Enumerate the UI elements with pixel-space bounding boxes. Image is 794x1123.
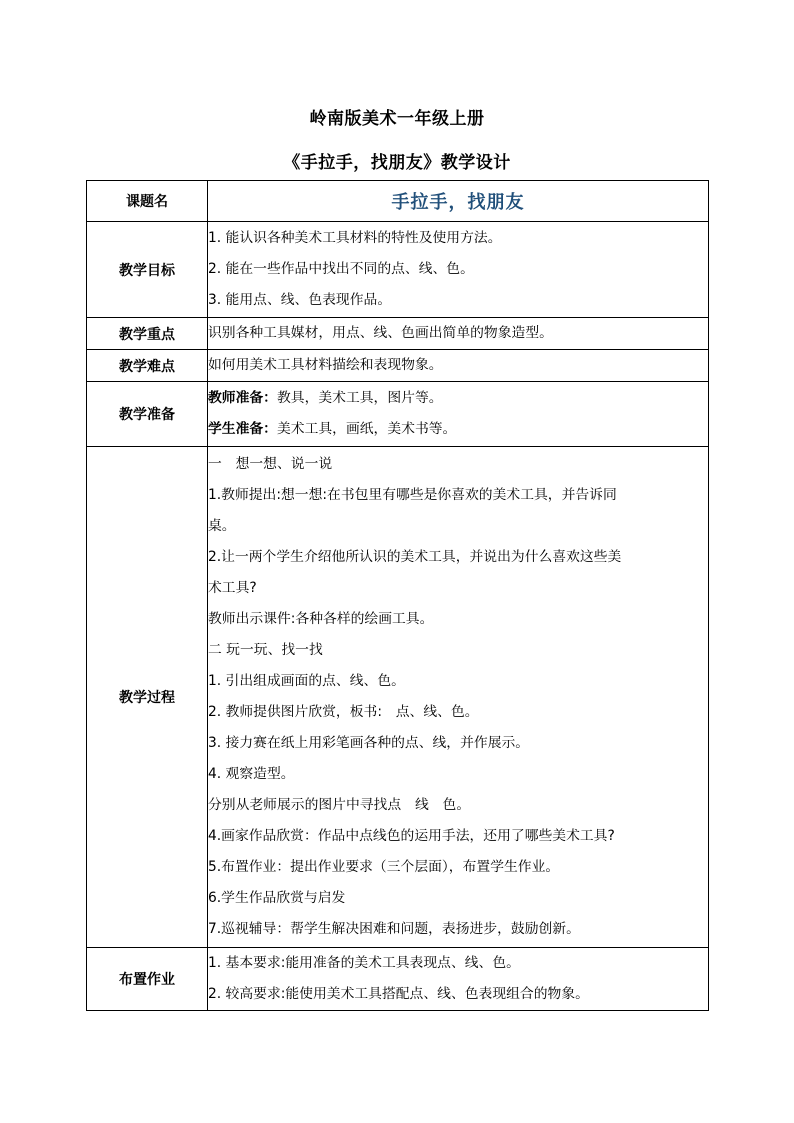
process-line: 5.布置作业：提出作业要求（三个层面），布置学生作业。 [208, 859, 560, 875]
process-line: 2. 教师提供图片欣赏，板书: 点、线、色。 [208, 704, 479, 720]
table-row-homework [87, 948, 709, 1011]
process-line: 4. 观察造型。 [208, 766, 295, 782]
goals-cell [208, 222, 709, 318]
student-preparation [208, 414, 708, 445]
process-line: 1.教师提出:想一想:在书包里有哪些是你喜欢的美术工具，并告诉同 [208, 487, 617, 503]
goals-label: 教学目标 [87, 222, 208, 318]
difficulties-value: 如何用美术工具材料描绘和表现物象。 [208, 357, 443, 373]
process-line: 桌。 [208, 518, 236, 534]
teacher-preparation-prefix: 教师准备： [208, 390, 277, 406]
topic-cell [208, 181, 709, 222]
homework-item: 1. 基本要求:能用准备的美术工具表现点、线、色。 [208, 955, 520, 971]
goal-item: 1. 能认识各种美术工具材料的特性及使用方法。 [208, 230, 502, 246]
table-row-key-points [87, 318, 709, 350]
homework-cell [208, 948, 709, 1011]
table-row-goals [87, 222, 709, 318]
teacher-preparation-text: 教具，美术工具，图片等。 [276, 390, 443, 406]
process-line: 二 玩一玩、找一找 [208, 642, 323, 658]
student-preparation-prefix: 学生准备： [208, 421, 277, 437]
table-row-topic [87, 181, 709, 222]
table-row-process [87, 447, 709, 948]
homework-label: 布置作业 [87, 948, 208, 1011]
process-line: 教师出示课件:各种各样的绘画工具。 [208, 611, 434, 627]
process-line: 术工具? [208, 580, 257, 596]
student-preparation-text: 美术工具，画纸，美术书等。 [276, 421, 457, 437]
process-line: 3. 接力赛在纸上用彩笔画各种的点、线，并作展示。 [208, 735, 530, 751]
table-row-preparation [87, 382, 709, 447]
topic-label: 课题名 [87, 181, 208, 222]
process-line: 1. 引出组成画面的点、线、色。 [208, 673, 405, 689]
goal-item: 2. 能在一些作品中找出不同的点、线、色。 [208, 261, 474, 277]
table-row-difficulties [87, 350, 709, 382]
process-label: 教学过程 [87, 447, 208, 948]
teacher-preparation [208, 383, 708, 414]
key-points-cell [208, 318, 709, 350]
lesson-plan-table [86, 180, 709, 1011]
process-cell [208, 447, 709, 948]
key-points-label: 教学重点 [87, 318, 208, 350]
process-line: 7.巡视辅导：帮学生解决困难和问题，表扬进步，鼓励创新。 [208, 921, 580, 937]
document-title: 岭南版美术一年级上册 [309, 109, 485, 129]
process-line: 分别从老师展示的图片中寻找点 线 色。 [208, 797, 471, 813]
process-line: 2.让一两个学生介绍他所认识的美术工具，并说出为什么喜欢这些美 [208, 549, 622, 565]
preparation-cell [208, 382, 709, 447]
process-line: 4.画家作品欣赏：作品中点线色的运用手法，还用了哪些美术工具? [208, 828, 615, 844]
key-points-value: 识别各种工具媒材，用点、线、色画出简单的物象造型。 [208, 325, 553, 341]
process-line: 6.学生作品欣赏与启发 [208, 890, 346, 906]
homework-item: 2. 较高要求:能使用美术工具搭配点、线、色表现组合的物象。 [208, 986, 589, 1002]
goal-item: 3. 能用点、线、色表现作品。 [208, 292, 392, 308]
difficulties-cell [208, 350, 709, 382]
difficulties-label: 教学难点 [87, 350, 208, 382]
process-line: 一 想一想、说一说 [208, 456, 333, 472]
document-subtitle: 《手拉手，找朋友》教学设计 [283, 153, 511, 173]
preparation-label: 教学准备 [87, 382, 208, 447]
topic-value: 手拉手，找朋友 [391, 192, 525, 213]
